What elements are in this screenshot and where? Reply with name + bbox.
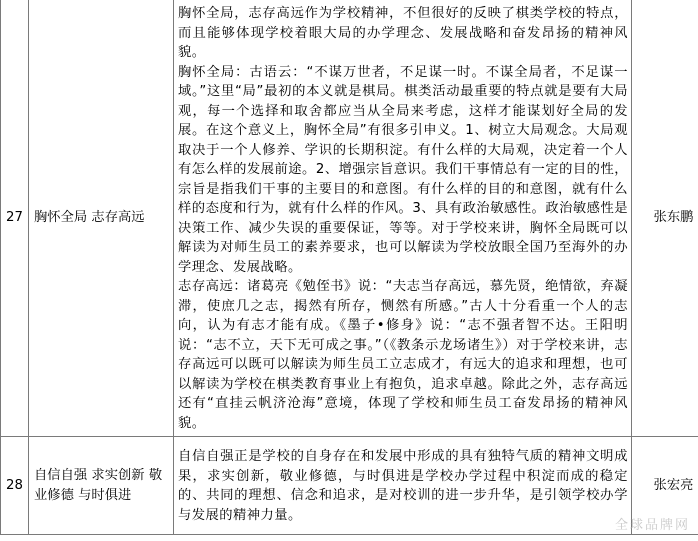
motto-title: 自信自强 求实创新 敬业修德 与时俱进 xyxy=(29,437,174,535)
motto-title: 胸怀全局 志存高远 xyxy=(29,0,174,437)
row-number: 27 xyxy=(1,0,29,437)
table-row xyxy=(1,0,698,437)
submitter-name: 张宏亮 xyxy=(632,437,698,535)
explanation-paragraph: 自信自强正是学校的自身存在和发展中形成的具有独特气质的精神文明成果，求实创新，敬业修德，与时俱进是学校办学过程中积淀而成的稳定的、共同的理想、信念和追求，是对校训的进一步升华，是引领学校办学与发展的精神力量。 xyxy=(178,449,628,523)
explanation-paragraph: 志存高远：诸葛亮《勉侄书》说：“夫志当存高远，慕先贤，绝情欲，弃凝滞，使庶几之志，揭然有所存，恻然有所感。”古人十分看重一个人的志向，认为有志才能有成。《墨子•修身》说：“志不强者智不达。王阳明说：“志不立，天下无可成之事。”（《教条示龙场诸生》）对于学校来讲，志存高远可以既可以解读为师生员工立志成才，有远大的追求和理想，也可以解读为学校在棋类教育事业上有抱负，追求卓越。除此之外，志存高远还有“直挂云帆济沧海”意境，体现了学校和师生员工奋发昂扬的精神风貌。 xyxy=(178,279,628,431)
motto-explanation xyxy=(174,0,632,437)
row-number: 28 xyxy=(1,437,29,535)
motto-explanation xyxy=(174,437,632,535)
watermark-logo: 全球品牌网 xyxy=(614,518,690,533)
submitter-name: 张东鹏 xyxy=(632,0,698,437)
explanation-paragraph: 胸怀全局，志存高远作为学校精神，不但很好的反映了棋类学校的特点，而且能够体现学校着眼大局的办学理念、发展战略和奋发昂扬的精神风貌。 xyxy=(178,6,628,60)
table-row xyxy=(1,437,698,535)
explanation-paragraph: 胸怀全局：古语云：“不谋万世者，不足谋一时。不谋全局者，不足谋一域。”这里“局”最初的本义就是棋局。棋类活动最重要的特点就是要有大局观，每一个选择和取舍都应当从全局来考虑，这样才能谋划好全局的发展。在这个意义上，胸怀全局”有很多引申义。1、树立大局观念。大局观取决于一个人修养、学识的长期积淀。有什么样的大局观，决定着一个人有怎么样的发展前途。2、增强宗旨意识。我们干事情总有一定的目的性，宗旨是指我们干事的主要目的和意图。有什么样的目的和意图，就有什么样的态度和行为，就有什么样的作风。3、具有政治敏感性。政治敏感性是决策工作、减少失误的重要保证，等等。对于学校来讲，胸怀全局既可以解读为对师生员工的素养要求，也可以解读为学校放眼全国乃至海外的办学理念、发展战略。 xyxy=(178,64,628,275)
